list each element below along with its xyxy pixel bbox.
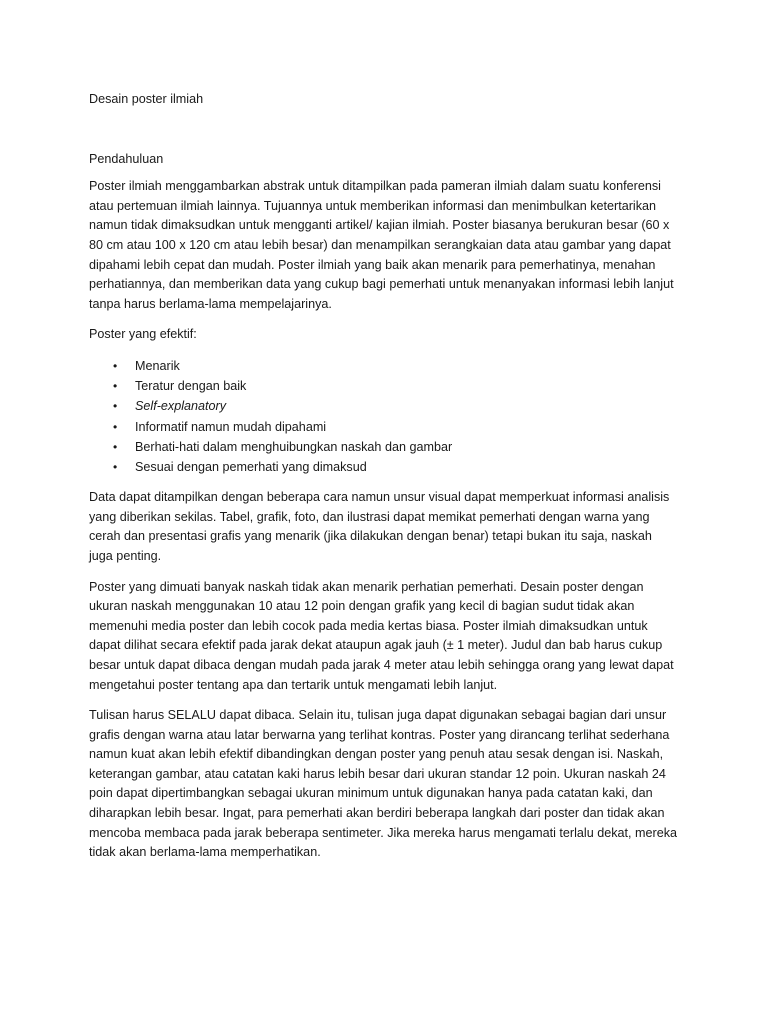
- effective-poster-list: [89, 356, 679, 477]
- bullet-icon: •: [113, 439, 118, 454]
- list-item-text: Informatif namun mudah dipahami: [135, 419, 327, 434]
- list-item: [89, 396, 679, 416]
- list-intro: Poster yang efektif:: [89, 327, 197, 342]
- list-item: [89, 417, 679, 437]
- readability-paragraph: Tulisan harus SELALU dapat dibaca. Selain itu, tulisan juga dapat digunakan sebagai bagian dari unsur grafis dengan warna atau latar berwarna yang terlihat kontras. Poster yang dirancang terlihat sederhana namun kuat akan lebih efektif dibandingkan dengan poster yang penuh atau sesak dengan isi. Naskah, keterangan gambar, atau catatan kaki harus lebih besar dari ukuran standar 12 poin. Ukuran naskah 24 poin dapat dipertimbangkan sebagai ukuran minimum untuk digunakan hanya pada catatan kaki, dan diharapkan lebih besar. Ingat, para pemerhati akan berdiri beberapa langkah dari poster dan tidak akan mencoba membaca pada jarak beberapa sentimeter. Jika mereka harus mengamati terlalu dekat, mereka tidak akan berlama-lama memperhatikan.: [89, 708, 678, 860]
- list-item-text: Self-explanatory: [135, 399, 227, 414]
- bullet-icon: •: [113, 399, 118, 414]
- list-item-text: Sesuai dengan pemerhati yang dimaksud: [135, 459, 367, 474]
- document-title: Desain poster ilmiah: [89, 92, 204, 106]
- list-item: [89, 437, 679, 457]
- list-item-text: Teratur dengan baik: [135, 379, 247, 394]
- document-body: [89, 90, 679, 874]
- list-item: [89, 376, 679, 396]
- text-size-paragraph: Poster yang dimuati banyak naskah tidak akan menarik perhatian pemerhati. Desain poster dengan ukuran naskah menggunakan 10 atau 12 poin dengan grafik yang kecil di bagian sudut tidak akan memenuhi media poster dan lebih cocok pada media kertas biasa. Poster ilmiah dimaksudkan untuk dapat dilihat secara efektif pada jarak dekat ataupun agak jauh (± 1 meter). Judul dan bab harus cukup besar untuk dapat dibaca dengan mudah pada jarak 4 meter atau lebih sehingga orang yang lewat dapat mengetahui poster tentang apa dan tertarik untuk mengamati lebih lanjut.: [89, 579, 674, 692]
- list-item: [89, 457, 679, 477]
- list-item-text: Berhati-hati dalam menghuibungkan naskah dan gambar: [135, 439, 453, 454]
- bullet-icon: •: [113, 358, 118, 373]
- list-item: [89, 356, 679, 376]
- list-item-text: Menarik: [135, 358, 180, 373]
- intro-paragraph: Poster ilmiah menggambarkan abstrak untuk ditampilkan pada pameran ilmiah dalam suatu konferensi atau pertemuan ilmiah lainnya. Tujuannya untuk memberikan informasi dan menimbulkan ketertarikan namun tidak dimaksudkan untuk mengganti artikel/ kajian ilmiah. Poster biasanya berukuran besar (60 x 80 cm atau 100 x 120 cm atau lebih besar) dan menampilkan serangkaian data atau gambar yang dapat dipahami lebih cepat dan mudah. Poster ilmiah yang baik akan menarik para pemerhatinya, menahan perhatiannya, dan memberikan data yang cukup bagi pemerhati untuk menanyakan informasi lebih lanjut tanpa harus berlama-lama mempelajarinya.: [89, 179, 674, 311]
- bullet-icon: •: [113, 459, 118, 474]
- bullet-icon: •: [113, 419, 118, 434]
- bullet-icon: •: [113, 379, 118, 394]
- visual-paragraph: Data dapat ditampilkan dengan beberapa cara namun unsur visual dapat memperkuat informasi analisis yang diberikan sekilas. Tabel, grafik, foto, dan ilustrasi dapat memikat pemerhati dengan warna yang cerah dan presentasi grafis yang menarik (jika dilakukan dengan benar) tetapi bukan itu saja, naskah juga penting.: [89, 490, 670, 563]
- section-heading: Pendahuluan: [89, 151, 164, 166]
